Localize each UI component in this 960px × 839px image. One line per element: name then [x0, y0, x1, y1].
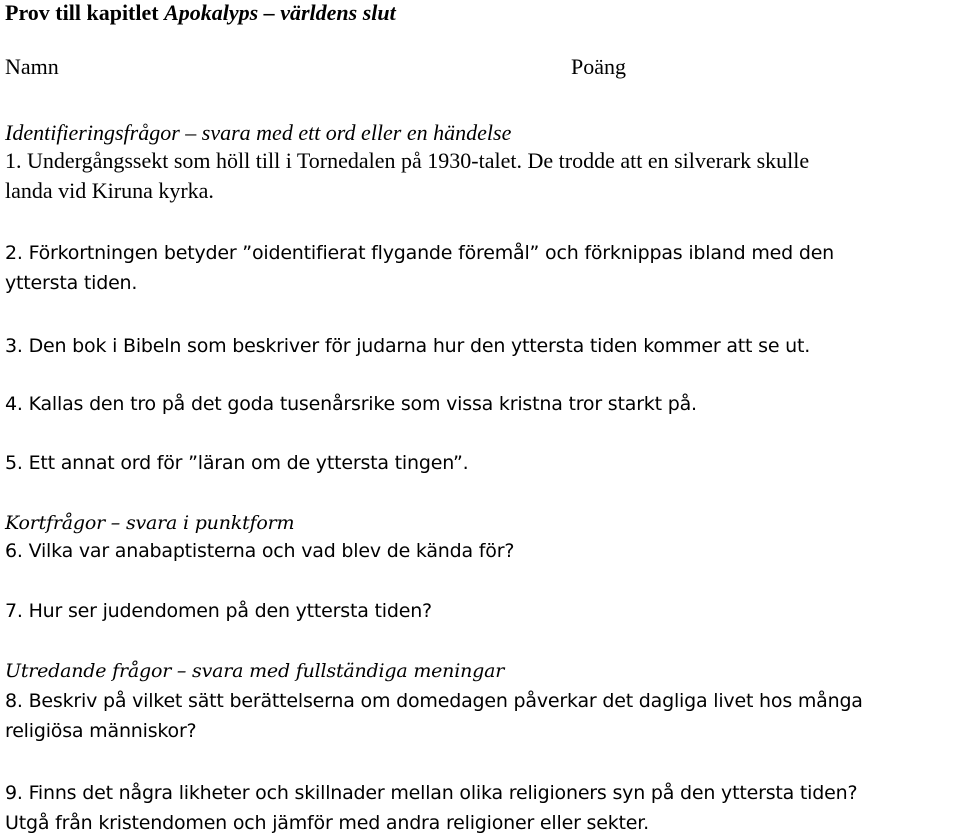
question-8-line-2: religiösa människor? [5, 720, 197, 742]
question-1-line-2: landa vid Kiruna kyrka. [5, 178, 214, 203]
question-3: 3. Den bok i Bibeln som beskriver för judarna hur den yttersta tiden kommer att se ut. [5, 335, 811, 357]
page-title [5, 0, 396, 26]
title-prefix: Prov till kapitlet [5, 0, 165, 25]
points-field-label: Poäng [571, 54, 626, 79]
title-chapter-name: Apokalyps – världens slut [164, 0, 396, 25]
question-5: 5. Ett annat ord för ”läran om de yttersta tingen”. [5, 452, 469, 474]
question-2-line-1: 2. Förkortningen betyder ”oidentifierat flygande föremål” och förknippas ibland med den [5, 242, 835, 264]
section-heading-investigative: Utredande frågor – svara med fullständiga meningar [5, 660, 505, 682]
question-1-line-1: 1. Undergångssekt som höll till i Tornedalen på 1930-talet. De trodde att en silverark skulle [5, 148, 810, 173]
question-4: 4. Kallas den tro på det goda tusenårsrike som vissa kristna tror starkt på. [5, 393, 697, 415]
question-6: 6. Vilka var anabaptisterna och vad blev de kända för? [5, 540, 515, 562]
section-heading-identification: Identifieringsfrågor – svara med ett ord eller en händelse [5, 120, 512, 145]
question-9-line-1: 9. Finns det några likheter och skillnader mellan olika religioners syn på den yttersta tiden? [5, 782, 858, 804]
question-9-line-2: Utgå från kristendomen och jämför med andra religioner eller sekter. [5, 812, 649, 834]
section-heading-short: Kortfrågor – svara i punktform [5, 512, 295, 534]
question-8-line-1: 8. Beskriv på vilket sätt berättelserna om domedagen påverkar det dagliga livet hos många [5, 690, 863, 712]
question-2-line-2: yttersta tiden. [5, 272, 138, 294]
question-7: 7. Hur ser judendomen på den yttersta tiden? [5, 600, 432, 622]
name-field-label: Namn [5, 54, 59, 79]
